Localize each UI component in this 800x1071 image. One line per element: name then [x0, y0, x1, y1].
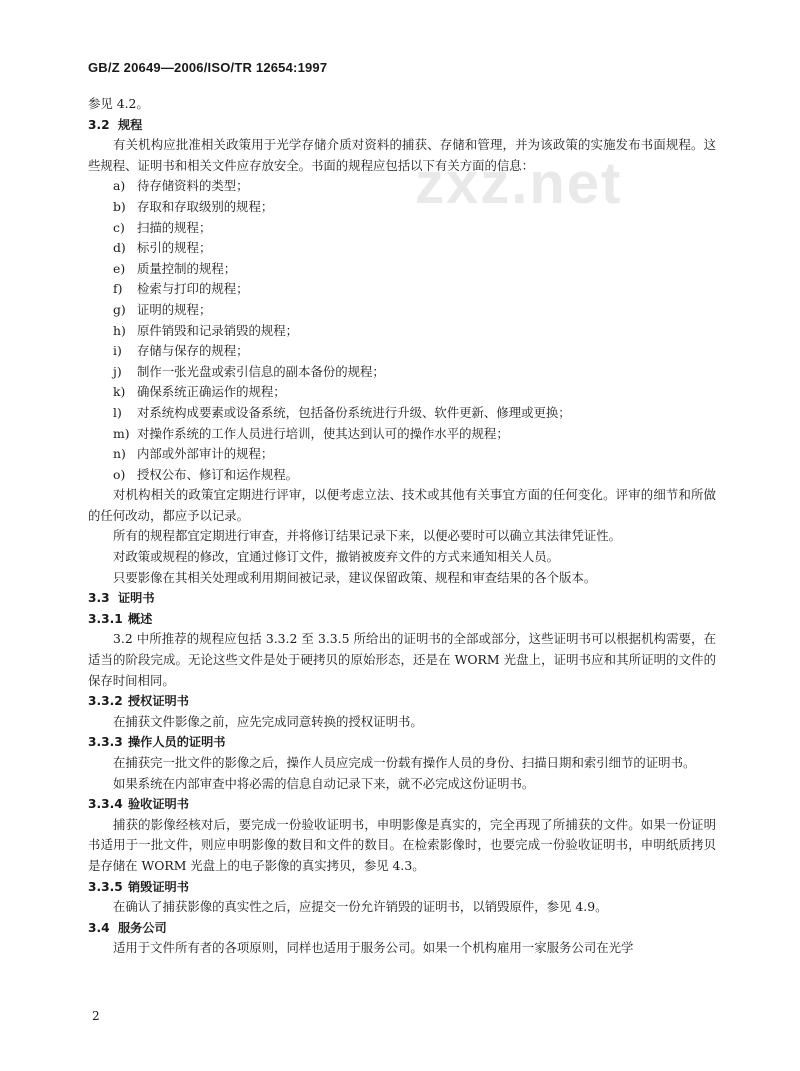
- paragraph: 在捕获文件影像之前，应先完成同意转换的授权证明书。: [113, 713, 423, 729]
- paragraph: 有关机构应批准相关政策用于光学存储介质对资料的捕获、存储和管理，并为该政策的实施发布书面规程。这些规程、证明书和相关文件应存放安全。书面的规程应包括以下有关方面的信息：: [88, 137, 716, 173]
- list-item: h) 原件销毁和记录销毁的规程；: [113, 322, 299, 338]
- list-item: c) 扫描的规程；: [113, 219, 212, 235]
- section-heading-3-2: 3.2 规程: [88, 117, 143, 132]
- section-heading-3-3: 3.3 证明书: [88, 591, 155, 606]
- reference-line: 参见 4.2。: [88, 96, 149, 111]
- list-item: g) 证明的规程；: [113, 301, 212, 317]
- document-body: [88, 94, 716, 959]
- paragraph: 对政策或规程的修改，宜通过修订文件，撤销被废弃文件的方式来通知相关人员。: [113, 549, 560, 565]
- section-heading-3-3-1: 3.3.1 概述: [88, 611, 153, 626]
- page-number: 2: [92, 1009, 100, 1023]
- section-heading-3-3-3: 3.3.3 操作人员的证明书: [88, 735, 226, 750]
- section-heading-3-3-5: 3.3.5 销毁证明书: [88, 879, 189, 894]
- section-heading-3-3-4: 3.3.4 验收证明书: [88, 797, 189, 812]
- standard-header: GB/Z 20649—2006/ISO/TR 12654:1997: [88, 60, 328, 75]
- paragraph: 捕获的影像经核对后，要完成一份验收证明书，申明影像是真实的，完全再现了所捕获的文件。如果一份证明书适用于一批文件，则应申明影像的数目和文件的数目。在检索影像时，也要完成一份验收证明书，申明纸质拷贝是存储在 WORM 光盘上的电子影像的真实拷贝，参见 4.3。: [88, 816, 716, 873]
- paragraph: 在确认了捕获影像的真实性之后，应提交一份允许销毁的证明书，以销毁原件，参见 4.9。: [113, 899, 608, 915]
- list-item: b) 存取和存取级别的规程；: [113, 198, 274, 214]
- paragraph: 适用于文件所有者的各项原则，同样也适用于服务公司。如果一个机构雇用一家服务公司在光学: [113, 940, 634, 956]
- list-item: i) 存储与保存的规程；: [113, 343, 249, 359]
- paragraph: 如果系统在内部审查中将必需的信息自动记录下来，就不必完成这份证明书。: [113, 775, 535, 791]
- paragraph: 3.2 中所推荐的规程应包括 3.3.2 至 3.3.5 所给出的证明书的全部或部分，这些证明书可以根据机构需要，在适当的阶段完成。无论这些文件是处于硬拷贝的原始形态，还是在 WORM 光盘上，证明书应和其所证明的文件的保存时间相同。: [88, 631, 716, 688]
- section-heading-3-4: 3.4 服务公司: [88, 920, 167, 935]
- list-item: f) 检索与打印的规程；: [113, 281, 249, 297]
- list-item: d) 标引的规程；: [113, 240, 212, 256]
- paragraph: 所有的规程都宜定期进行审查，并将修订结果记录下来，以便必要时可以确立其法律凭证性。: [113, 528, 622, 544]
- list-item: l) 对系统构成要素或设备系统，包括备份系统进行升级、软件更新、修理或更换；: [113, 404, 571, 420]
- procedure-list: [88, 176, 716, 485]
- paragraph: 对机构相关的政策宜定期进行评审，以便考虑立法、技术或其他有关事宜方面的任何变化。评审的细节和所做的任何改动，都应予以记录。: [88, 487, 716, 523]
- list-item: m) 对操作系统的工作人员进行培训，使其达到认可的操作水平的规程；: [113, 425, 509, 441]
- list-item: a) 待存储资料的类型；: [113, 178, 249, 194]
- list-item: o) 授权公布、修订和运作规程。: [113, 466, 299, 482]
- section-heading-3-3-2: 3.3.2 授权证明书: [88, 694, 189, 709]
- paragraph: 只要影像在其相关处理或利用期间被记录，建议保留政策、规程和审查结果的各个版本。: [113, 569, 597, 585]
- list-item: e) 质量控制的规程；: [113, 260, 237, 276]
- paragraph: 在捕获完一批文件的影像之后，操作人员应完成一份载有操作人员的身份、扫描日期和索引细节的证明书。: [113, 755, 696, 770]
- list-item: k) 确保系统正确运作的规程；: [113, 384, 286, 400]
- watermark: zxz.net: [415, 151, 623, 216]
- list-item: n) 内部或外部审计的规程；: [113, 446, 274, 462]
- list-item: j) 制作一张光盘或索引信息的副本备份的规程；: [113, 363, 385, 379]
